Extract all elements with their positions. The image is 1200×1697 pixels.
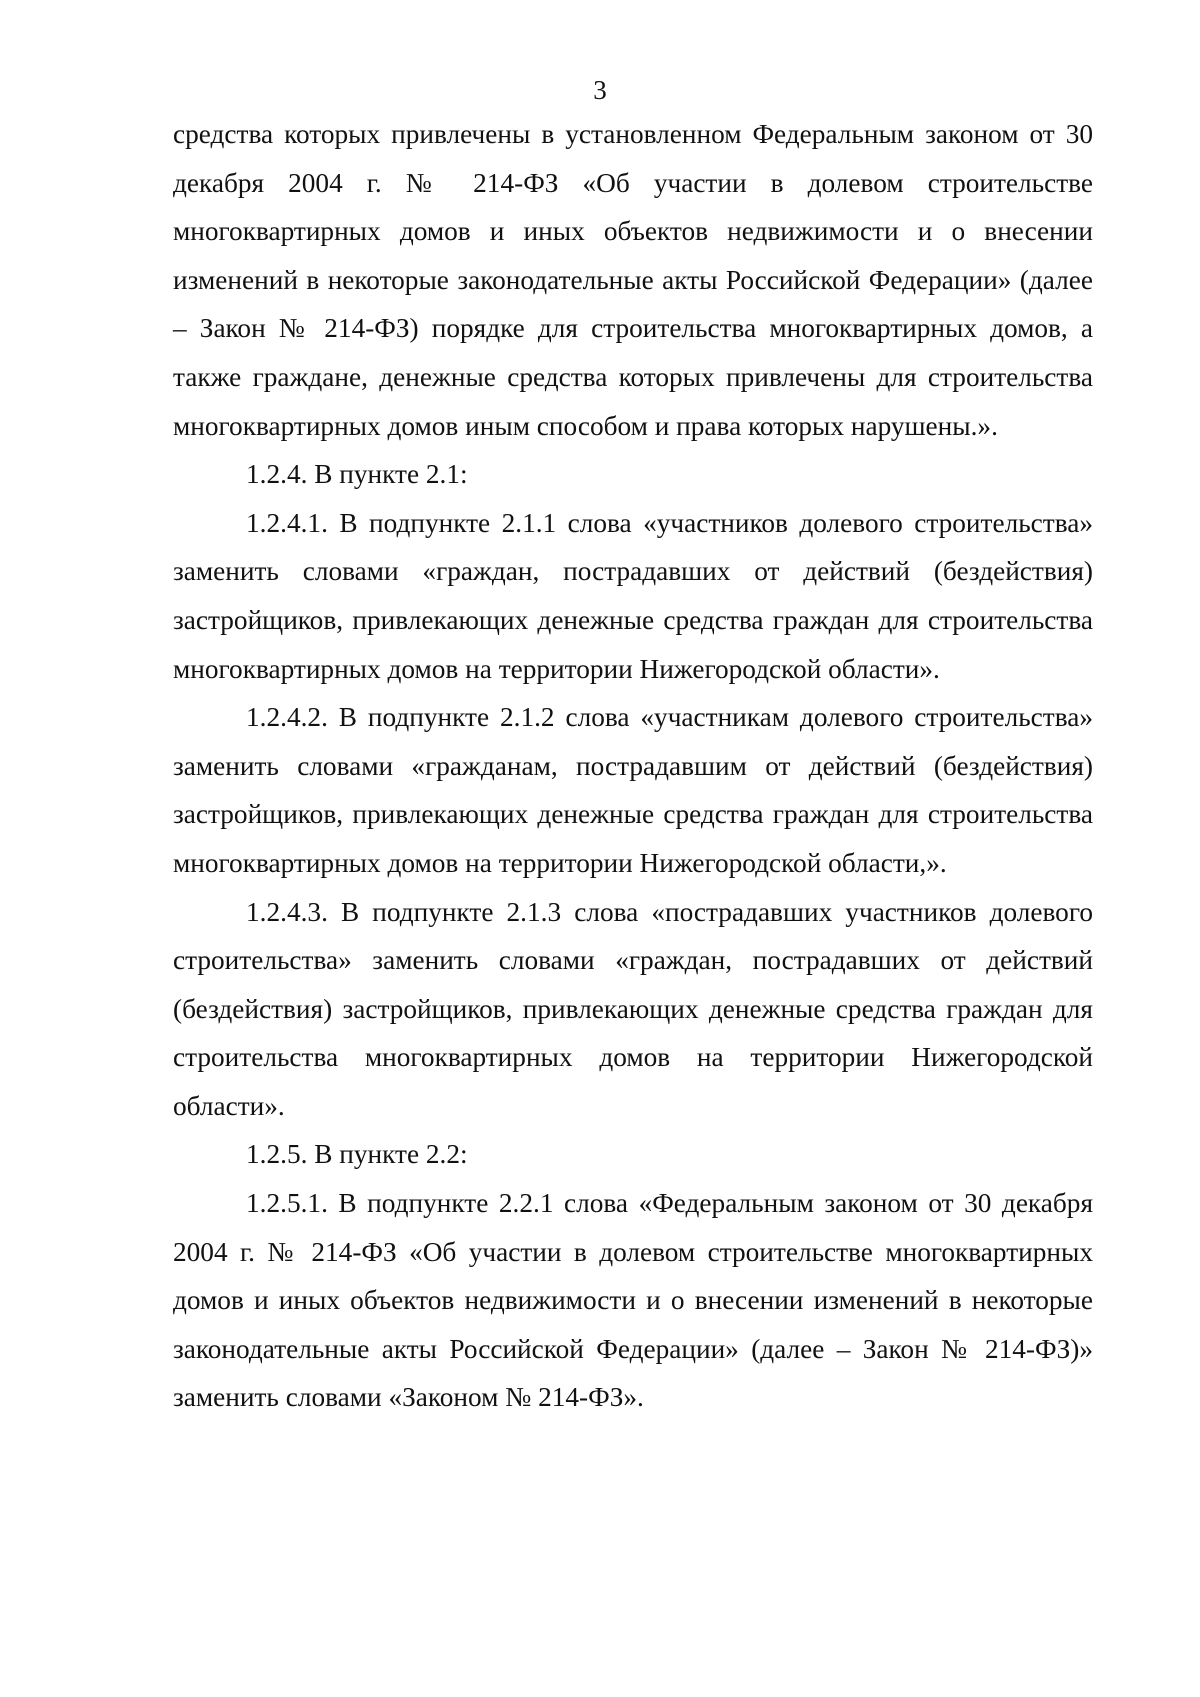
paragraph-item-1-2-5-1: 1.2.5.1. В подпункте 2.2.1 слова «Федеральным законом от 30 декабря 2004 г. № 214-ФЗ «Об участии в долевом строительстве многоквартирных домов и иных объектов недвижимости и о внесении изменений в некоторые законодательные акты Российской Федерации» (далее – Закон № 214-ФЗ)» заменить словами «Законом № 214-ФЗ».: [173, 1188, 1093, 1413]
paragraph-item-1-2-4: 1.2.4. В пункте 2.1:: [246, 459, 468, 490]
paragraph-item-1-2-4-2: 1.2.4.2. В подпункте 2.1.2 слова «участникам долевого строительства» заменить словами «гражданам, пострадавшим от действий (бездействия) застройщиков, привлекающих денежные средства граждан для строительства многоквартирных домов на территории Нижегородской области,».: [173, 702, 1093, 878]
paragraph-continuation: средства которых привлечены в установленном Федеральным законом от 30 декабря 2004 г. № 214-ФЗ «Об участии в долевом строительстве многоквартирных домов и иных объектов недвижимости и о внесении изменений в некоторые законодательные акты Российской Федерации» (далее – Закон № 214-ФЗ) порядке для строительства многоквартирных домов, а также граждане, денежные средства которых привлечены для строительства многоквартирных домов иным способом и права которых нарушены.».: [173, 119, 1093, 441]
paragraph-item-1-2-4-1: 1.2.4.1. В подпункте 2.1.1 слова «участников долевого строительства» заменить словами «граждан, пострадавших от действий (бездействия) застройщиков, привлекающих денежные средства граждан для строительства многоквартирных домов на территории Нижегородской области».: [173, 507, 1093, 684]
paragraph-item-1-2-4-3: 1.2.4.3. В подпункте 2.1.3 слова «пострадавших участников долевого строительства» заменить словами «граждан, пострадавших от действий (бездействия) застройщиков, привлекающих денежные средства граждан для строительства многоквартирных домов на территории Нижегородской области».: [173, 896, 1093, 1121]
document-body: [173, 110, 1093, 1422]
page-number: 3: [593, 75, 607, 105]
paragraph-item-1-2-5: 1.2.5. В пункте 2.2:: [246, 1139, 468, 1170]
